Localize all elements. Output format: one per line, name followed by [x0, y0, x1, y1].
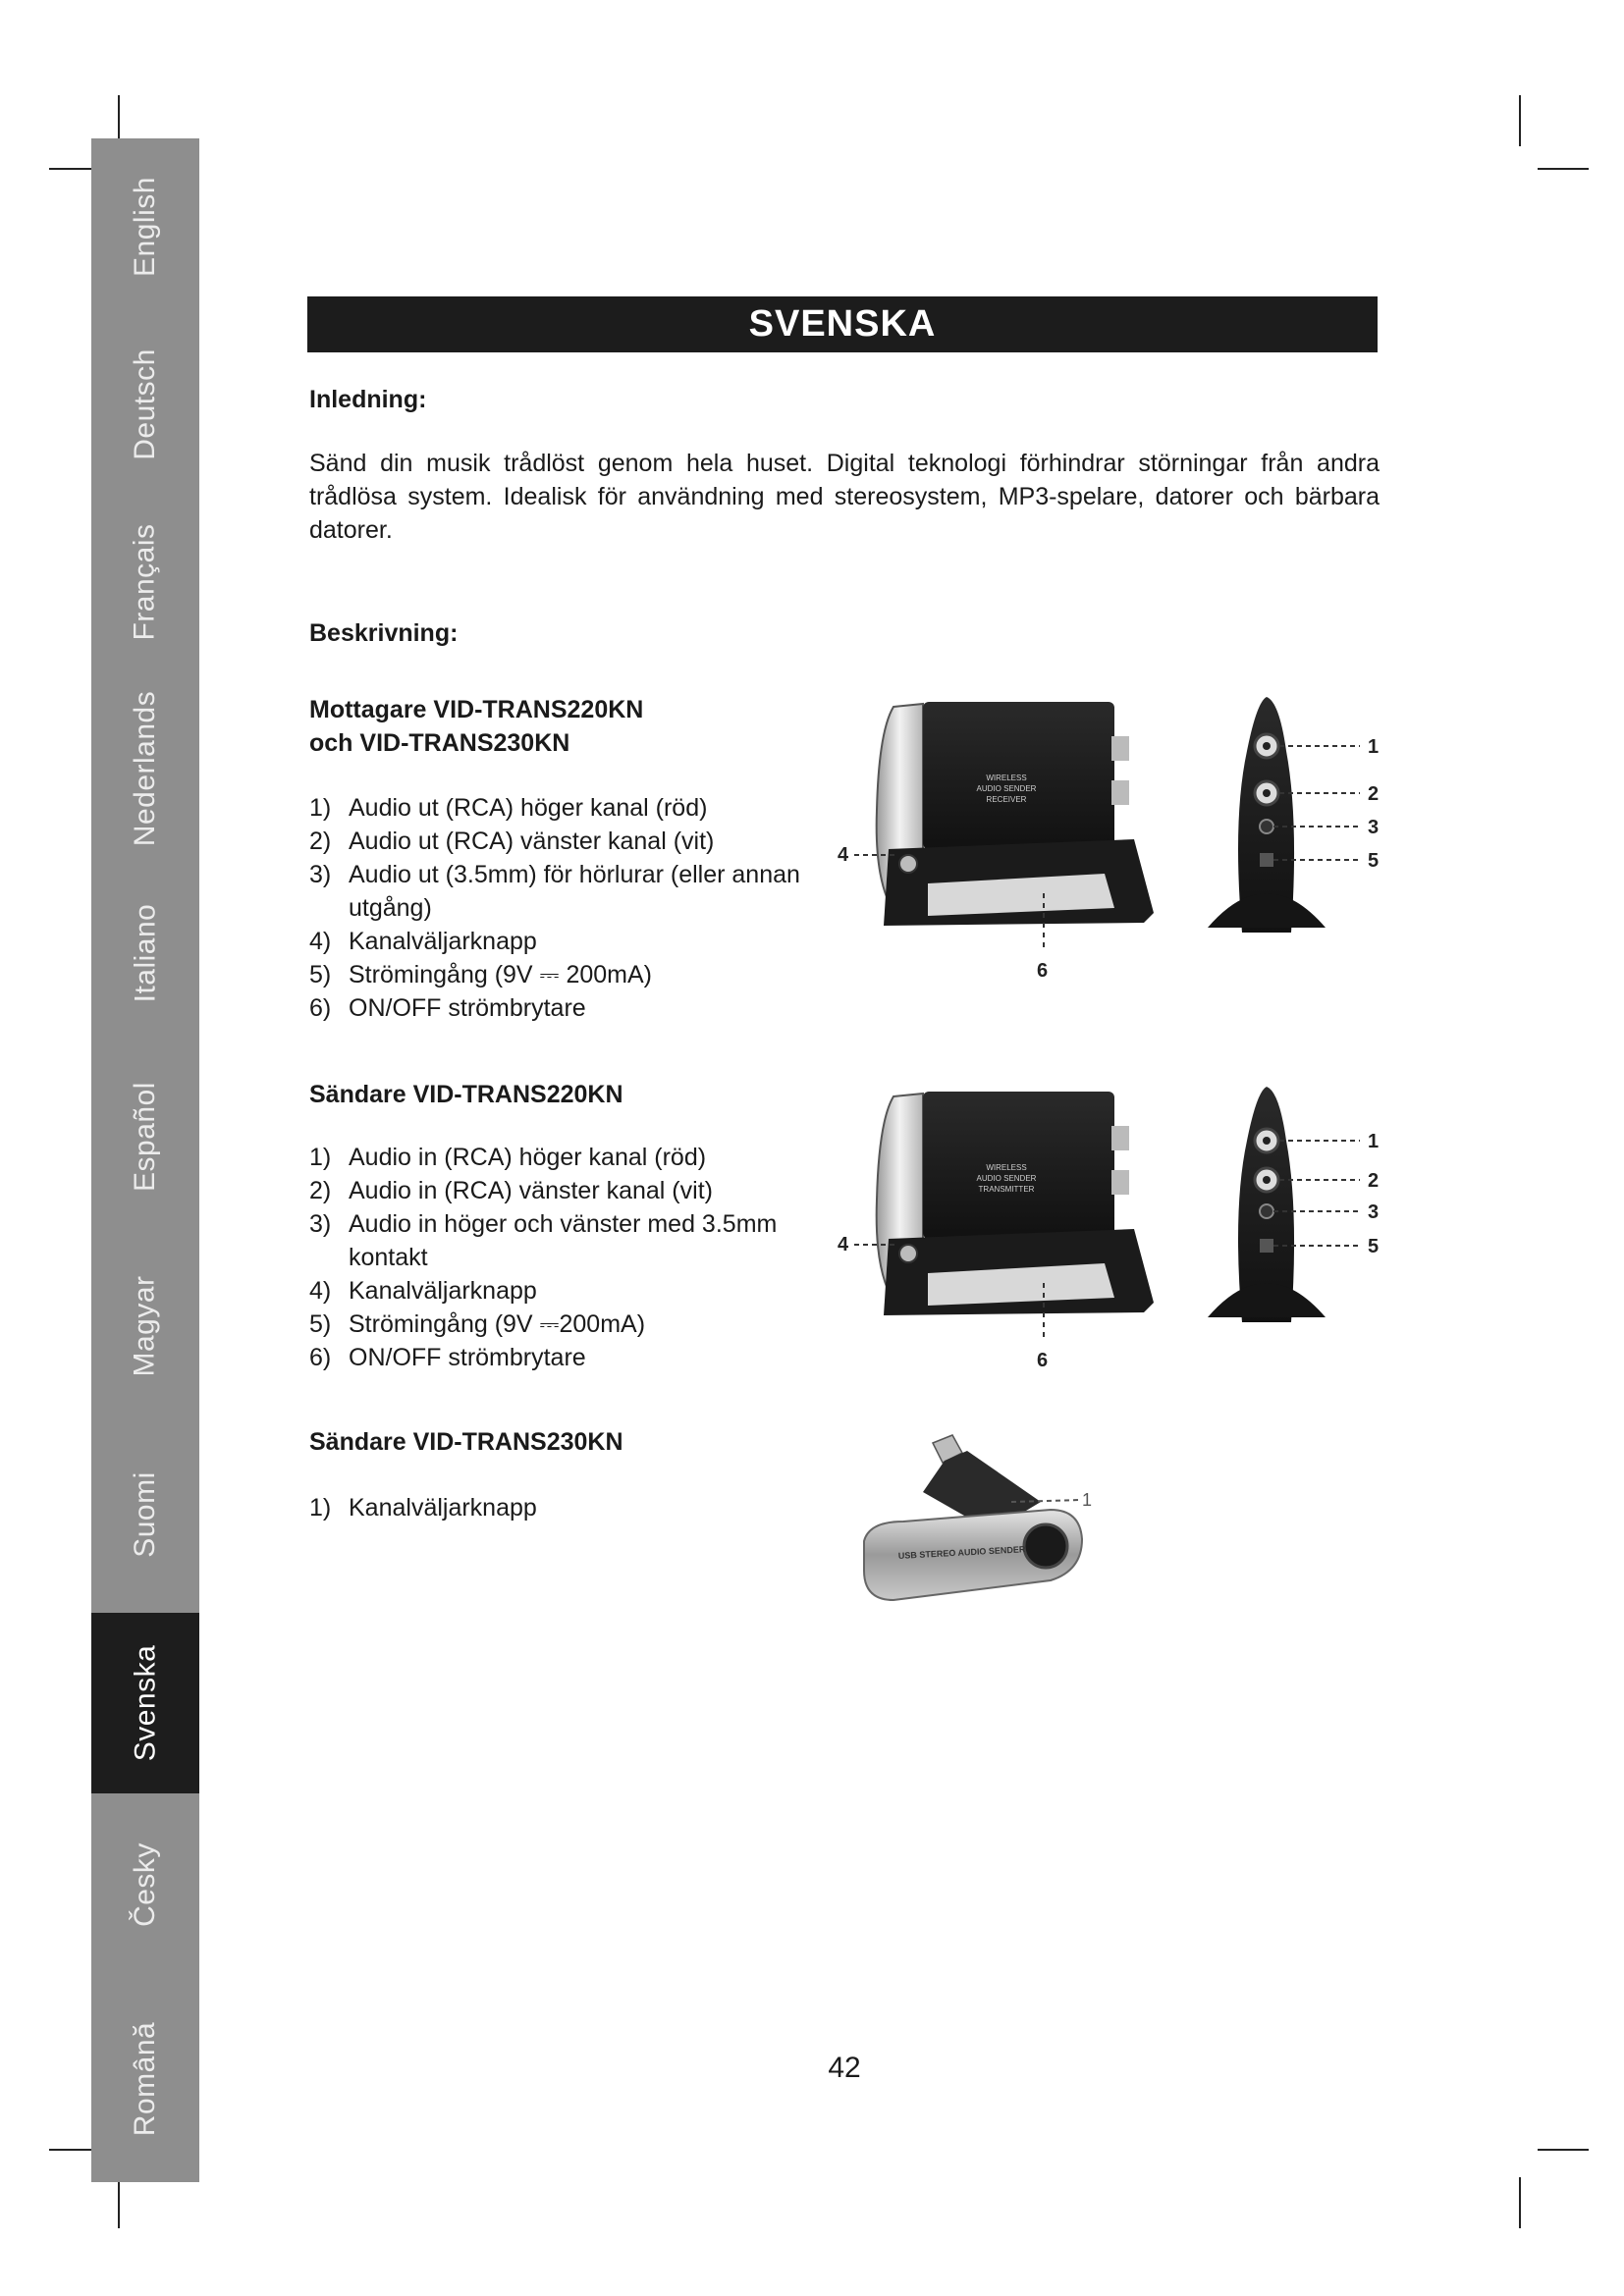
list-item	[309, 1308, 839, 1341]
receiver-title-line2: och VID-TRANS230KN	[309, 729, 570, 757]
item-number: 4)	[309, 928, 332, 955]
item-text: Strömingång (9V ⎓200mA)	[349, 1310, 646, 1338]
list-item	[309, 925, 854, 958]
list-item	[309, 958, 854, 991]
callout-4: 4	[838, 1234, 849, 1255]
usb-sender-figure	[854, 1433, 1119, 1629]
item-number: 6)	[309, 994, 332, 1022]
item-number: 5)	[309, 961, 332, 988]
sender220-title: Sändare VID-TRANS220KN	[309, 1081, 623, 1108]
list-item	[309, 791, 854, 825]
item-number: 6)	[309, 1344, 332, 1371]
sender230-title: Sändare VID-TRANS230KN	[309, 1428, 623, 1456]
lang-tab-nederlands[interactable]	[91, 670, 199, 867]
item-text: Kanalväljarknapp	[349, 1277, 537, 1305]
sender220-feature-list	[309, 1141, 839, 1374]
item-text: Audio in (RCA) höger kanal (röd)	[349, 1144, 707, 1171]
callout-6: 6	[1037, 1350, 1049, 1371]
lang-tab-label: Español	[129, 1082, 162, 1192]
callout-1: 1	[1368, 1131, 1380, 1152]
list-item	[309, 858, 854, 925]
item-text: Audio ut (RCA) höger kanal (röd)	[349, 794, 708, 822]
item-text: ON/OFF strömbrytare	[349, 1344, 586, 1371]
item-number: 1)	[309, 1494, 332, 1522]
item-text: Audio in (RCA) vänster kanal (vit)	[349, 1177, 713, 1204]
device-label: RECEIVER	[986, 795, 1027, 804]
sender220-figure	[830, 1082, 1389, 1376]
item-text: Kanalväljarknapp	[349, 1494, 537, 1522]
item-number: 2)	[309, 1177, 332, 1204]
crop-mark	[1519, 95, 1521, 146]
device-label: AUDIO SENDER	[976, 1174, 1037, 1183]
lang-tab-label: Magyar	[128, 1274, 161, 1377]
callout-1: 1	[1368, 736, 1380, 758]
intro-heading: Inledning:	[309, 386, 427, 413]
lang-tab-label: Nederlands	[129, 690, 161, 847]
language-sidebar	[91, 138, 199, 2182]
crop-mark	[1519, 2177, 1521, 2228]
callout-5: 5	[1368, 1236, 1380, 1257]
page-number: 42	[828, 2052, 861, 2084]
item-number: 3)	[309, 861, 332, 888]
crop-mark	[1538, 2149, 1589, 2151]
item-number: 4)	[309, 1277, 332, 1305]
callout-3: 3	[1368, 817, 1380, 838]
lang-tab-label: Français	[129, 523, 162, 641]
list-item	[309, 1274, 839, 1308]
lang-tab-svenska[interactable]	[91, 1613, 199, 1793]
receiver-title-line1: Mottagare VID-TRANS220KN	[309, 696, 644, 723]
lang-tab-espanol[interactable]	[91, 1039, 199, 1235]
lang-tab-deutsch[interactable]	[91, 315, 199, 494]
device-label: WIRELESS	[986, 1163, 1027, 1172]
crop-mark	[1538, 168, 1589, 170]
list-item	[309, 825, 854, 858]
item-text: ON/OFF strömbrytare	[349, 994, 586, 1022]
list-item	[309, 1174, 839, 1207]
list-item	[309, 991, 854, 1025]
callout-6: 6	[1037, 960, 1049, 982]
lang-tab-label: Italiano	[129, 903, 161, 1002]
item-text: Audio in höger och vänster med 3.5mm kontakt	[349, 1210, 778, 1271]
item-text: Strömingång (9V ⎓ 200mA)	[349, 961, 652, 988]
intro-text: Sänd din musik trådlöst genom hela huset. Digital teknologi förhindrar störningar från andra trådlösa system. Idealisk för användning med stereosystem, MP3-spelare, datorer och bärbara datorer.	[309, 450, 1380, 544]
lang-tab-label: Svenska	[129, 1644, 162, 1762]
list-item	[309, 1207, 839, 1274]
device-label: TRANSMITTER	[978, 1185, 1035, 1194]
item-number: 5)	[309, 1310, 332, 1338]
lang-tab-label: Suomi	[128, 1471, 161, 1558]
callout-2: 2	[1368, 1170, 1380, 1192]
callout-5: 5	[1368, 850, 1380, 872]
item-number: 3)	[309, 1210, 332, 1238]
lang-tab-cesky[interactable]	[91, 1793, 199, 1975]
lang-tab-italiano[interactable]	[91, 867, 199, 1039]
item-text: Audio ut (RCA) vänster kanal (vit)	[349, 828, 715, 855]
lang-tab-magyar[interactable]	[91, 1235, 199, 1416]
lang-tab-label: Česky	[128, 1842, 161, 1927]
item-text: Audio ut (3.5mm) för hörlurar (eller annan utgång)	[349, 861, 800, 922]
receiver-feature-list	[309, 791, 854, 1025]
callout-1: 1	[1082, 1490, 1093, 1510]
lang-tab-francais[interactable]	[91, 494, 199, 670]
item-number: 1)	[309, 1144, 332, 1171]
item-text: Kanalväljarknapp	[349, 928, 537, 955]
lang-tab-label: Deutsch	[129, 348, 161, 460]
lang-tab-suomi[interactable]	[91, 1416, 199, 1613]
item-number: 2)	[309, 828, 332, 855]
item-number: 1)	[309, 794, 332, 822]
callout-4: 4	[838, 844, 849, 866]
description-heading: Beskrivning:	[309, 619, 459, 647]
callout-2: 2	[1368, 783, 1380, 805]
receiver-figure	[830, 692, 1389, 987]
page-title: SVENSKA	[307, 296, 1378, 352]
sender230-feature-list	[309, 1491, 800, 1524]
device-label: WIRELESS	[986, 774, 1027, 782]
device-label: AUDIO SENDER	[976, 784, 1037, 793]
lang-tab-romana[interactable]	[91, 1975, 199, 2182]
callout-3: 3	[1368, 1201, 1380, 1223]
list-item	[309, 1341, 839, 1374]
list-item	[309, 1141, 839, 1174]
list-item	[309, 1491, 800, 1524]
lang-tab-english[interactable]	[91, 138, 199, 315]
device-label: USB STEREO AUDIO SENDER	[897, 1544, 1026, 1561]
lang-tab-label: Română	[129, 2021, 161, 2136]
crop-mark	[118, 2177, 120, 2228]
lang-tab-label: English	[129, 177, 161, 277]
